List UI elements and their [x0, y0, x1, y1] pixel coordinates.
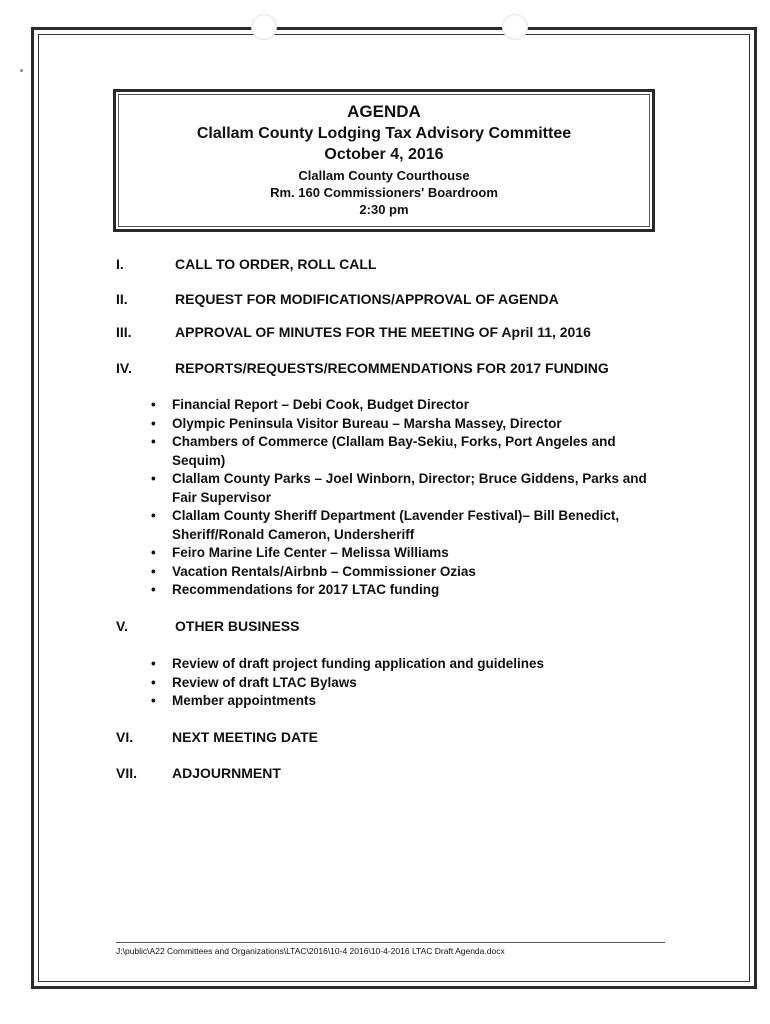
section-title: OTHER BUSINESS — [175, 618, 300, 634]
section-title: REPORTS/REQUESTS/RECOMMENDATIONS FOR 2017 FUNDING — [175, 360, 609, 376]
section-number: IV. — [116, 360, 132, 376]
list-item: • Member appointments — [148, 692, 658, 711]
meeting-date: October 4, 2016 — [324, 146, 444, 163]
list-item: • Review of draft project funding application and guidelines — [148, 655, 658, 674]
footer-file-path: J:\public\A22 Committees and Organizations\LTAC\2016\10-4 2016\10-4-2016 LTAC Draft Agenda.docx — [116, 946, 505, 956]
meeting-room: Rm. 160 Commissioners' Boardroom — [270, 185, 498, 200]
section-title: ADJOURNMENT — [172, 765, 281, 781]
section-number: III. — [116, 324, 132, 340]
section-title: REQUEST FOR MODIFICATIONS/APPROVAL OF AGENDA — [175, 291, 559, 307]
punch-hole-left — [251, 14, 277, 40]
reports-list — [148, 396, 658, 600]
scan-speck — [20, 69, 23, 72]
section-title: CALL TO ORDER, ROLL CALL — [175, 256, 377, 272]
list-item: • Vacation Rentals/Airbnb – Commissioner Ozias — [148, 563, 658, 582]
punch-hole-right — [502, 14, 528, 40]
section-title: NEXT MEETING DATE — [172, 729, 318, 745]
agenda-title: AGENDA — [347, 102, 421, 121]
meeting-venue: Clallam County Courthouse — [298, 168, 470, 183]
footer-rule — [116, 942, 665, 943]
list-item: • Recommendations for 2017 LTAC funding — [148, 581, 658, 600]
list-item: • Clallam County Sheriff Department (Lavender Festival)– Bill Benedict, Sheriff/Ronald Cameron, Undersheriff — [148, 507, 658, 544]
list-item: • Clallam County Parks – Joel Winborn, Director; Bruce Giddens, Parks and Fair Supervisor — [148, 470, 658, 507]
list-item: • Olympic Peninsula Visitor Bureau – Marsha Massey, Director — [148, 415, 658, 434]
section-number: V. — [116, 618, 128, 634]
section-title: APPROVAL OF MINUTES FOR THE MEETING OF April 11, 2016 — [175, 324, 591, 340]
meeting-time: 2:30 pm — [359, 202, 409, 217]
other-business-list — [148, 655, 658, 711]
committee-name: Clallam County Lodging Tax Advisory Committee — [196, 125, 572, 142]
agenda-header-box — [113, 89, 655, 232]
list-item: • Feiro Marine Life Center – Melissa Williams — [148, 544, 658, 563]
section-number: VII. — [116, 765, 138, 781]
section-number: I. — [116, 256, 124, 272]
list-item: • Financial Report – Debi Cook, Budget Director — [148, 396, 658, 415]
list-item: • Review of draft LTAC Bylaws — [148, 674, 658, 693]
section-number: II. — [116, 291, 128, 307]
section-number: VI. — [116, 729, 134, 745]
list-item: • Chambers of Commerce (Clallam Bay-Sekiu, Forks, Port Angeles and Sequim) — [148, 433, 658, 470]
